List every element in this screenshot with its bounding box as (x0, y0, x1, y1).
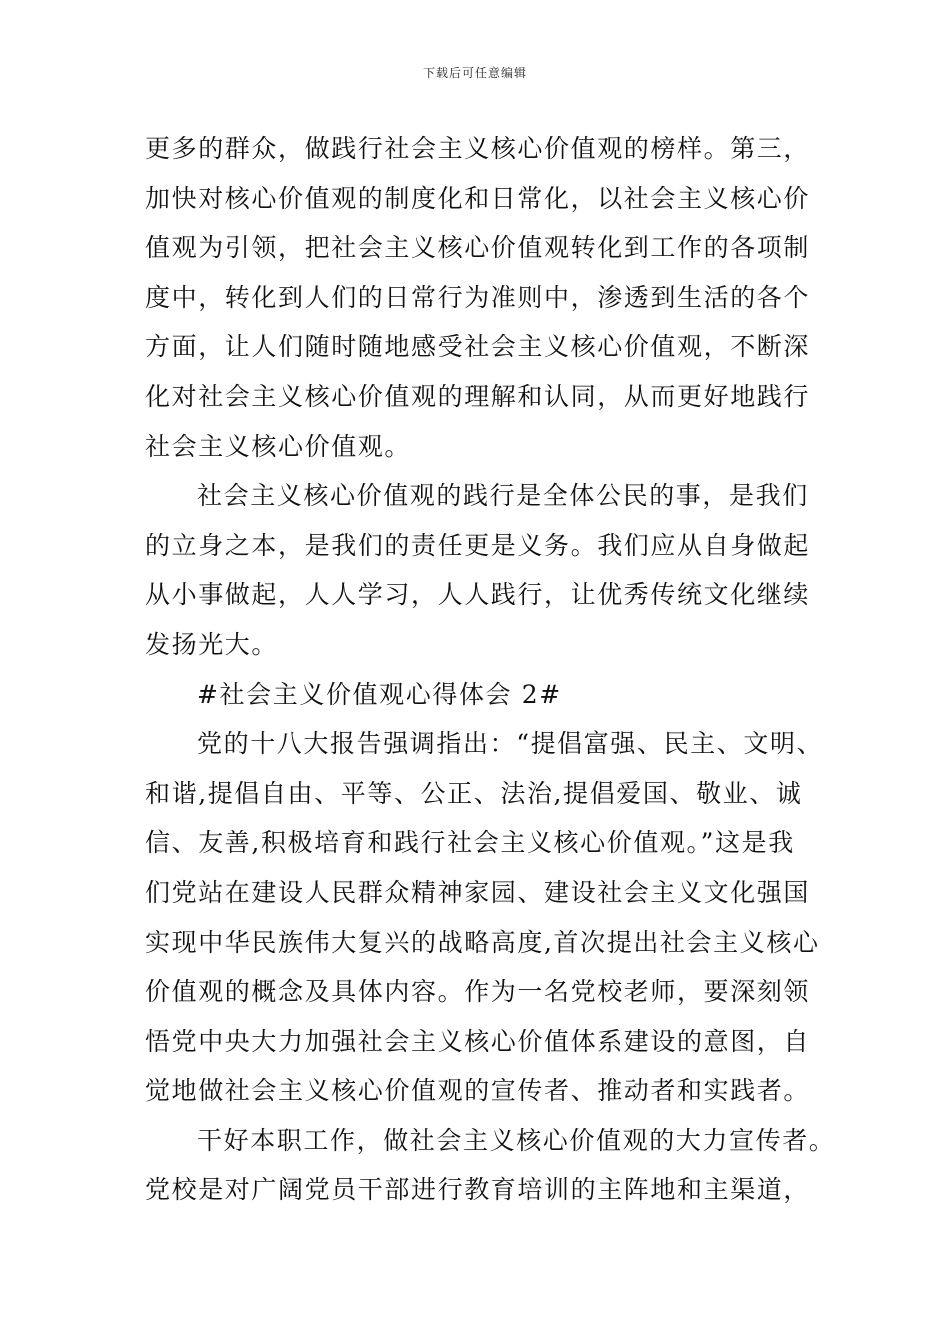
text-line-21: 干好本职工作，做社会主义核心价值观的大力宣传者。 (197, 1125, 836, 1155)
text-line-2: 加快对核心价值观的制度化和日常化，以社会主义核心价 (145, 183, 811, 213)
text-line-14: 和谐,提倡自由、平等、公正、法治,提倡爱国、敬业、诚 (145, 778, 803, 808)
text-line-19: 悟党中央大力加强社会主义核心价值体系建设的意图，自 (145, 1026, 811, 1056)
document-body (145, 124, 845, 1215)
text-line-6: 化对社会主义核心价值观的理解和认同，从而更好地践行 (145, 381, 811, 411)
text-line-1: 更多的群众，做践行社会主义核心价值观的榜样。第三， (145, 134, 811, 163)
text-line-3: 值观为引领，把社会主义核心价值观转化到工作的各项制 (145, 233, 811, 263)
text-line-17: 实现中华民族伟大复兴的战略高度,首次提出社会主义核心 (145, 927, 820, 957)
text-line-22: 党校是对广阔党员干部进行教育培训的主阵地和主渠道， (145, 1175, 811, 1205)
text-line-16: 们党站在建设人民群众精神家园、建设社会主义文化强国 (145, 877, 811, 907)
text-line-20: 觉地做社会主义核心价值观的宣传者、推动者和实践者。 (145, 1076, 811, 1106)
text-line-8: 社会主义核心价值观的践行是全体公民的事，是我们 (197, 481, 809, 511)
page-header: 下载后可任意编辑 (422, 66, 527, 80)
text-line-13: 党的十八大报告强调指出：“提倡富强、民主、文明、 (197, 729, 824, 759)
text-line-4: 度中，转化到人们的日常行为准则中，渗透到生活的各个 (145, 282, 811, 312)
section-heading: #社会主义价值观心得体会 2# (197, 679, 562, 709)
text-line-5: 方面，让人们随时随地感受社会主义核心价值观，不断深 (145, 332, 811, 362)
text-line-7: 社会主义核心价值观。 (145, 431, 412, 461)
text-line-18: 价值观的概念及具体内容。作为一名党校老师，要深刻领 (145, 977, 811, 1007)
text-line-9: 的立身之本，是我们的责任更是义务。我们应从自身做起 (145, 530, 811, 560)
text-line-10: 从小事做起，人人学习，人人践行，让优秀传统文化继续 (145, 580, 811, 610)
text-line-11: 发扬光大。 (145, 629, 279, 659)
text-line-15: 信、友善,积极培育和践行社会主义核心价值观。”这是我 (145, 828, 795, 858)
